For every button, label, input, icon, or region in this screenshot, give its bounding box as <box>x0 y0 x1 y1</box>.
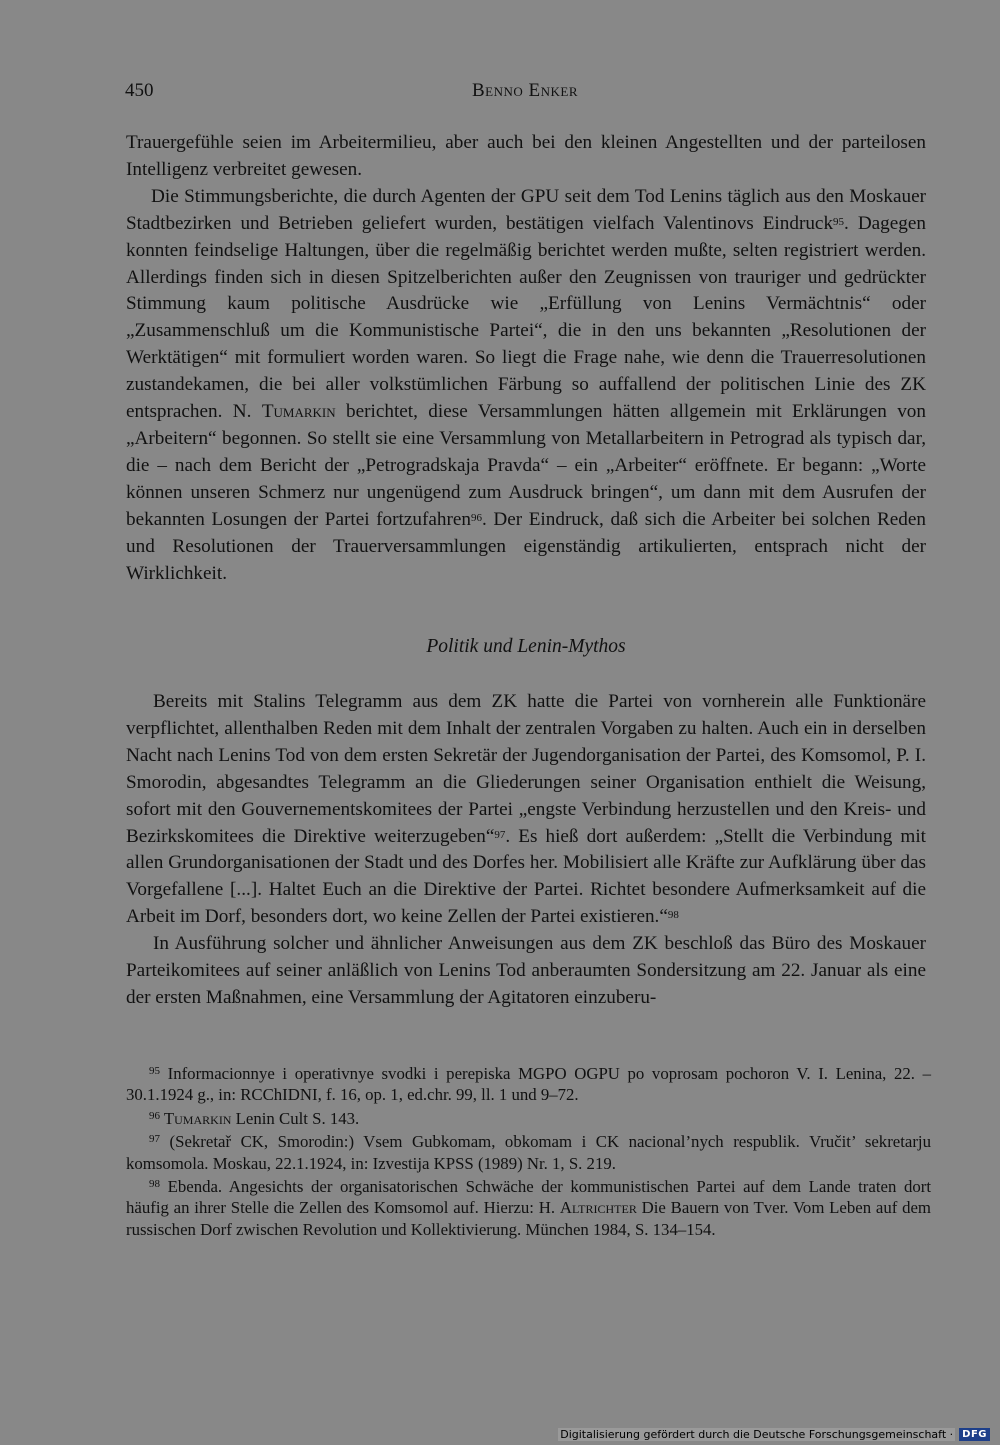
funding-note: Digitalisierung gefördert durch die Deutsche Forschungsgemeinschaft · <box>560 1427 954 1441</box>
footnote-ref[interactable]: 98 <box>667 909 679 922</box>
dfg-logo[interactable]: DFG <box>959 1428 990 1441</box>
paragraph: Bereits mit Stalins Telegramm aus dem ZK hatte die Partei von vornherein alle Funktionäre verpflichtet, allenthalben Reden mit dem Inhalt der zentralen Vorgaben zu halten. Auch ein in derselben Nacht nach Lenins Tod von dem ersten Sekretär der Jugendorganisation der Partei, des Komsomol, P. I. Smorodin, abgesandtes Telegramm an die Gliederungen seiner Organisation enthielt die Weisung, sofort mit den Gouvernementskomitees der Partei „engste Verbindung herzustellen und den Kreis- und Bezirkskomitees die Direktive weiterzugeben“$^{97}$. Es hieß dort außerdem: „Stellt die Verbindung mit allen Grundorganisationen der Stadt und des Dorfes her. Mobilisiert alle Kräfte zur Aufklärung über das Vorgefallene [...]. Haltet Euch an die Direktive der Partei. Richtet besondere Aufmerksamkeit auf die Arbeit im Dorf, besonders dort, wo keine Zellen der Partei existieren.“$^{98}$ <box>126 691 926 928</box>
footnote-ref[interactable]: 95 <box>833 215 845 228</box>
page-header <box>125 80 925 108</box>
body-text-top <box>126 130 926 587</box>
footnote: $^{96}$ Tumarkin Lenin Cult S. 143. <box>149 1108 360 1128</box>
body-text-bottom <box>126 689 926 1012</box>
digitization-footer <box>558 1426 990 1442</box>
footnote-ref[interactable]: 96 <box>470 511 482 524</box>
paragraph: Trauergefühle seien im Arbeitermilieu, aber auch bei den kleinen Angestellten und der parteilosen Intelligenz verbreitet gewesen. <box>126 132 926 180</box>
footnote: $^{98}$ Ebenda. Angesichts der organisatorischen Schwäche der kommunistischen Partei auf dem Lande traten dort häufig an ihrer Stelle die Zellen des Komsomol auf. Hierzu: H. Altrichter Die Bauern von Tver. Vom Leben auf dem russischen Dorf zwischen Revolution und Kollektivierung. München 1984, S. 134–154. <box>126 1177 931 1239</box>
footnotes <box>126 1063 931 1242</box>
paragraph: Die Stimmungsberichte, die durch Agenten der GPU seit dem Tod Lenins täglich aus den Moskauer Stadtbezirken und Betrieben geliefert wurden, bestätigen vielfach Valentinovs Eindruck$^{95}$. Dagegen konnten feindselige Haltungen, über die regelmäßig berichtet werden mußte, selten registriert werden. Allerdings finden sich in diesen Spitzelberichten außer den Zeugnissen von trauriger und gedrückter Stimmung kaum politische Ausdrücke wie „Erfüllung von Lenins Vermächtnis“ oder „Zusammenschluß um die Kommunistische Partei“, die in den uns bekannten „Resolutionen der Werktätigen“ mit formuliert worden waren. So liegt die Frage nahe, wie denn die Trauerresolutionen zustandekamen, die bei aller volkstümlichen Färbung so auffallend der politischen Linie des ZK entsprachen. N. Tumarkin berichtet, diese Versammlungen hätten allgemein mit Erklärungen von „Arbeitern“ begonnen. So stellt sie eine Versammlung von Metallarbeitern in Petrograd als typisch dar, die – nach dem Bericht der „Petrogradskaja Pravda“ – ein „Arbeiter“ eröffnete. Er begann: „Worte können unseren Schmerz nur ungenügend zum Ausdruck bringen“, um dann mit dem Ausrufen der bekannten Losungen der Partei fortzufahren$^{96}$. Der Eindruck, daß sich die Arbeiter bei solchen Reden und Resolutionen der Trauerversammlungen eigenständig artikulierten, entsprach nicht der Wirklichkeit. <box>126 185 927 584</box>
footnote-ref[interactable]: 97 <box>494 828 506 841</box>
section-heading: Politik und Lenin-Mythos <box>426 636 626 657</box>
running-head: Benno Enker <box>471 80 579 101</box>
footnote: $^{97}$ (Sekretař CK, Smorodin:) Vsem Gubkomam, obkomam i CK nacional’nych respublik. Vručit’ sekretarju komsomola. Moskau, 22.1.1924, in: Izvestija KPSS (1989) Nr. 1, S. 219. <box>126 1132 931 1173</box>
page-number: 450 <box>125 80 154 101</box>
author-name: Tumarkin <box>261 401 336 423</box>
paragraph: In Ausführung solcher und ähnlicher Anweisungen aus dem ZK beschloß das Büro des Moskauer Parteikomitees auf seiner anläßlich von Lenins Tod anberaumten Sondersitzung am 22. Januar als eine der ersten Maßnahmen, eine Versammlung der Agitatoren einzuberu- <box>126 933 926 1008</box>
footnote: $^{95}$ Informacionnye i operativnye svodki i perepiska MGPO OGPU po voprosam pochoron V. I. Lenina, 22. – 30.1.1924 g., in: RCChIDNI, f. 16, op. 1, ed.chr. 99, ll. 1 und 9–72. <box>126 1064 931 1105</box>
